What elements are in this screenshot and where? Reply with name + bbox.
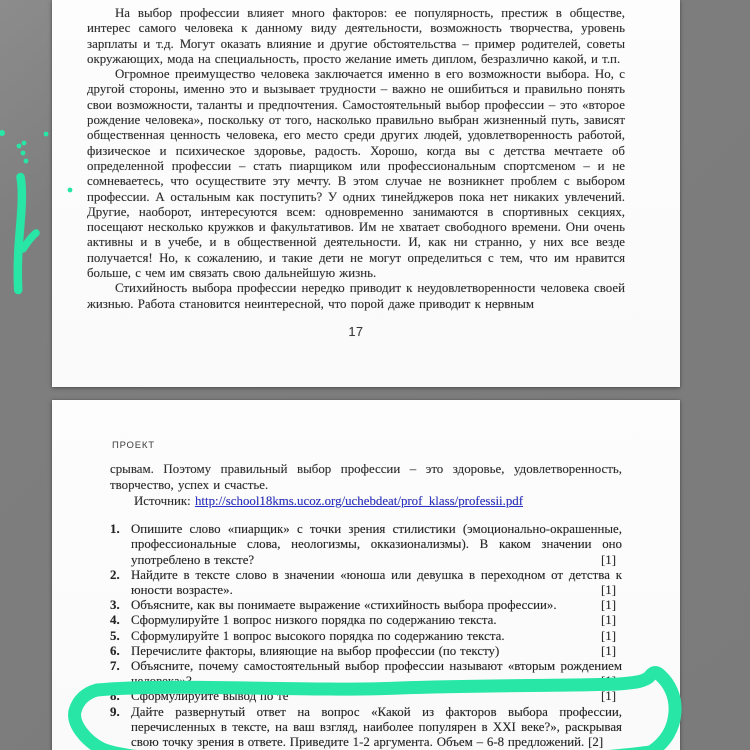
question-text: Сформулируйте 1 вопрос высокого порядка по содержанию текста. [131,628,505,643]
project-label: ПРОЕКТ [112,440,155,451]
question-row-1 [110,522,622,568]
question-number: 2. [110,567,120,582]
question-text: Перечислите факторы, влияющие на выбор профессии (по тексту) [131,643,500,658]
question-text: Сформулируйте вывод по те [131,689,289,704]
question-score: [1] [600,674,616,689]
source-line [110,494,622,509]
question-score: [1] [600,598,616,613]
question-text: Опишите слово «пиарщик» с точки зрения стилистики (эмоционально-окрашенные, профессиональные слова, неологизмы, окказионализмы). В каком значении оно употреблено в тексте? [131,522,622,567]
question-number: 9. [110,704,120,719]
paragraph-advantage: Огромное преимущество человека заключается именно в его возможности выбора. Но, с другой стороны, именно это и вызывает трудности – важно не ошибиться и правильно понять свои возможности, таланты и предпочтения. Самостоятельный выбор профессии – это «второе рождение человека», поскольку от того, насколько правильно выбран жизненный путь, зависят общественная ценность человека, его место среди других людей, удовлетворенность работой, физическое и психическое здоровье, радость. Хорошо, когда вы с детства мечтаете об определенной профессии – стать пиарщиком или профессиональным спортсменом – и не сомневаетесь, что осуществите эту мечту. В этом случае не возникнет проблем с выбором профессии. А остальным как поступить? У одних тинейджеров пока нет никаких увлечений. Другие, наоборот, интересуются всем: одновременно занимаются в спортивных секциях, посещают несколько кружков и факультативов. Им не хватает свободного времени. Они очень активны и в учебе, и в общественной деятельности. И, как ни странно, у них все везде получается! Но, к сожалению, и такие дети не могут определиться с тем, что им нравится больше, с чем им связать свою дальнейшую жизнь. [87,67,625,281]
question-row-6 [110,644,622,659]
question-row-9 [110,705,622,750]
marker-tick-icon [18,177,36,290]
question-number: 8. [110,689,120,704]
document-page-2 [52,400,680,750]
question-score: [1] [600,613,616,628]
question-score: [1] [600,689,616,704]
page-number: 17 [348,324,364,339]
question-row-8 [110,689,622,704]
question-row-4 [110,613,622,628]
question-row-7 [110,659,622,689]
question-score: [1] [600,552,616,567]
paragraph-factors: На выбор профессии влияет много факторов: ее популярность, престиж в обществе, интерес самого человека к данному виду деятельности, возможность творчества, уровень зарплаты и т.д. Могут оказать влияние и другие обстоятельства – пример родителей, советы окружающих, мода на специальность, просто желание иметь диплом, безразлично какой, и т.п. [87,6,625,66]
question-number: 3. [110,598,120,613]
question-text: Сформулируйте 1 вопрос низкого порядка по содержанию текста. [131,613,497,628]
question-score: [1] [600,643,616,658]
question-row-2 [110,568,622,598]
question-text: Найдите в тексте слово в значении «юноша или девушка в переходном от детства к юности возрасте». [131,567,622,597]
paragraph-spontaneity: Стихийность выбора профессии нередко приводит к неудовлетворенности человека своей жизнью. Работа становится неинтересной, что порой даже приводит к нервным [87,281,625,311]
document-page-1 [52,0,680,387]
paragraph-continuation: срывам. Поэтому правильный выбор профессии – это здоровье, удовлетворенность, творчество, успех и счастье. [110,462,622,492]
question-text: Дайте развернутый ответ на вопрос «Какой из факторов выбора профессии, перечисленных в тексте, на ваш взгляд, наиболее популярен в XXI веке?», раскрывая свою точку зрения в ответе. Приведите 1-2 аргумента. Объем – 6-8 предложений. [2] [131,704,622,750]
question-number: 7. [110,659,120,674]
question-number: 1. [110,522,120,537]
question-number: 4. [110,613,120,628]
source-hyperlink[interactable]: http://school18kms.ucoz.org/uchebdeat/prof_klass/professii.pdf [194,493,524,508]
question-number: 5. [110,628,120,643]
question-row-3 [110,598,622,613]
question-row-5 [110,629,622,644]
question-list [110,522,622,750]
question-score: [1] [600,628,616,643]
question-text: Объясните, почему самостоятельный выбор профессии называют «вторым рождением человека»? [131,659,622,689]
question-score: [1] [600,583,616,597]
question-text: Объясните, как вы понимаете выражение «стихийность выбора профессии». [131,598,557,613]
question-number: 6. [110,643,120,658]
source-label: Источник: [134,493,191,508]
